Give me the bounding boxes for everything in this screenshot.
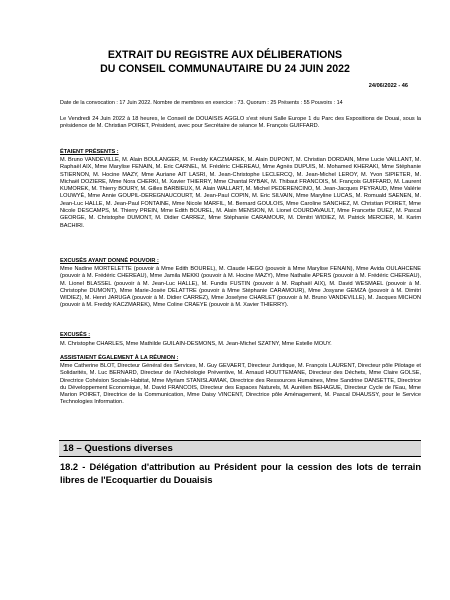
present-list: M. Bruno VANDEVILLE, M. Alain BOULANGER, M. Freddy KACZMAREK, M. Alain DUPONT, M. Christian DORDAIN, Mme Lucie VAILLANT, M. Raphaël AIX, Mme Marylise FENAIN, M. Eric CARNEL, M. Frédéric CHEREAU, Mme Agnès DUPUIS, M. Mohamed KHERAKI, Mme Stéphanie STIERNON, M. Hocine MAZY, Mme Auriane AIT LASRI, M. Jean-Christophe LECLERCQ, M. Jean-Michel LEROY, M. Yvon SIPIETER, M. Michaël DOZIERE, Mme Nora CHERKI, M. Xavier THIERRY, Mme Chantal RYBAK, M. Thibaut FRANCOIS, M. François GUIFFARD, M. Laurent KUMOREK, M. Thierry BOURY, M. Gilles BARBIEUX, M. Alain WALLART, M. Michel PEDERENCINO, M. Jean-Jacques PEYRAUD, Mme Valérie LOUWYÉ, Mme Annie GOUPIL-DEREGNAUCOURT, M. Jean-Paul COPIN, M. Eric SILVAIN, Mme Maryline LUCAS, M. Romuald SAENEN, M. Jean-Luc HALLE, M. Jean-Paul FONTAINE, Mme Nicole MARFIL, M. Bernard GOULOIS, Mme Caroline SANCHEZ, M. Christian POIRET, Mme Nicole DESCAMPS, M. Thierry PREIN, Mme Edith BOUREL, M. Alain MENSION, M. Lionel COURDAVAULT, Mme Francette DUEZ, M. Pascal GEORGE, M. Christophe DUMONT, M. Didier CARREZ, Mme Stéphanie CARAMOUR, M. Dimitri WIDIEZ, M. Patrick MERCIER, M. Karim BACHIRI. bbox=[60, 157, 421, 229]
section-band bbox=[59, 440, 421, 457]
document-title-line-2: DU CONSEIL COMMUNAUTAIRE DU 24 JUIN 2022 bbox=[100, 63, 350, 75]
proxy-heading: EXCUSÉS AYANT DONNÉ POUVOIR : bbox=[60, 258, 159, 264]
present-heading: ÉTAIENT PRÉSENTS : bbox=[60, 149, 119, 155]
proxy-list: Mme Nadine MORTELETTE (pouvoir à Mme Edith BOUREL), M. Claude HEGO (pouvoir à Mme Marylise FENAIN), Mme Avida OULAHCENE (pouvoir à M. Frédéric CHEREAU), Mme Jamila MEKKI (pouvoir à M. Hocine MAZY), Mme Nathalie APERS (pouvoir à M. Frédéric CHEREAU), M. Lionel BLASSEL (pouvoir à M. Jean-Luc HALLE), M. Fundis FUSTIN (pouvoir à M. Raphaël AIX), M. David WESMAEL (pouvoir à M. Christophe DUMONT), Mme Marie-Josée DELATTRE (pouvoir à Mme Stéphanie CARAMOUR), Mme Josyane GEMZA (pouvoir à M. Dimitri WIDIEZ), M. Henri JARUGA (pouvoir à M. Didier CARREZ), Mme Joselyne CHARLET (pouvoir à M. Bruno VANDEVILLE), M. Jacques MICHON (pouvoir à M. Freddy KACZMAREK), Mme Coline CRAEYE (pouvoir à M. Xavier THIERRY). bbox=[60, 266, 421, 309]
assist-list: Mme Catherine BLOT, Directeur Général des Services, M. Guy GEVAERT, Directeur Juridique, M. François LAURENT, Directeur pôle Pilotage et Solidarités, M. Luc BERNARD, Directeur de l'Archéologie Préventive, M. Arnaud HOUTTEMANE, Directeur des Déchets, Mme Claire GOLSE, Directrice Cohésion Sociale-Habitat, Mme Myriam STANISLAWIAK, Directrice des Ressources Humaines, Mme Sandrine DANSETTE, Directrice du Développement Economique, M. David FRANCOIS, Directeur des Espaces Naturels, M. Aurélien BEHAGUE, Directeur Cycle de l'Eau, Mme Marion POIRET, Directrice de la Communication, Mme Daisy VINCENT, Directrice pôle Aménagement, M. Pascal DHAUSSY, pour le Service Technologies Information. bbox=[60, 363, 421, 406]
excused-heading: EXCUSÉS : bbox=[60, 332, 91, 338]
assist-heading: ASSISTAIENT ÉGALEMENT À LA RÉUNION : bbox=[60, 355, 179, 361]
section-band-label: 18 – Questions diverses bbox=[63, 443, 173, 454]
section-subtitle: 18.2 - Délégation d'attribution au Président pour la cession des lots de terrain libres de l'Ecoquartier du Douaisis bbox=[60, 462, 421, 485]
deliberation-reference: 24/06/2022 - 46 bbox=[368, 83, 408, 89]
excused-list: M. Christophe CHARLES, Mme Mathilde GUILAIN-DESMONS, M. Jean-Michel SZATNY, Mme Estelle MOUY. bbox=[60, 341, 332, 347]
convocation-line: Date de la convocation : 17 Juin 2022. Nombre de membres en exercice : 73. Quorum : 25 Présents : 55 Pouvoirs : 14 bbox=[60, 100, 343, 106]
document-title-line-1: EXTRAIT DU REGISTRE AUX DÉLIBERATIONS bbox=[107, 49, 343, 61]
intro-paragraph: Le Vendredi 24 Juin 2022 à 18 heures, le Conseil de DOUAISIS AGGLO s'est réuni Salle Europe 1 du Parc des Expositions de Douai, sous la présidence de M. Christian POIRET, Président, avec pour Secrétaire de séance M. François GUIFFARD. bbox=[60, 116, 421, 130]
